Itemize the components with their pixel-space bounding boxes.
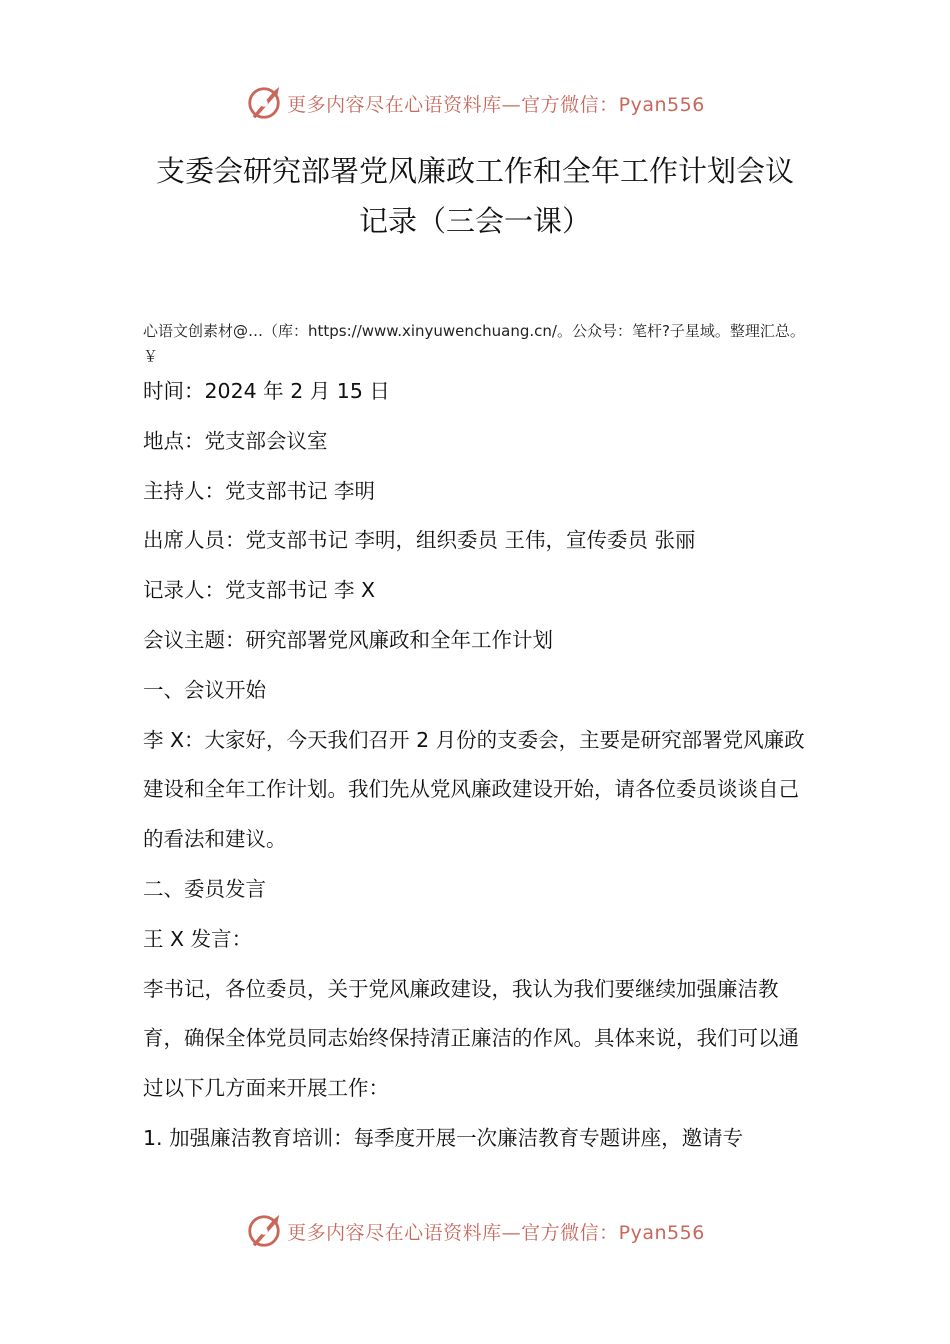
meeting-attendees: 出席人员：党支部书记 李明，组织委员 王伟，宣传委员 张丽 xyxy=(143,528,696,553)
header-watermark xyxy=(0,83,950,123)
footer-watermark xyxy=(0,1211,950,1251)
quill-pen-logo-icon xyxy=(245,84,283,122)
member-speech: 李书记，各位委员，关于党风廉政建设，我认为我们要继续加强廉洁教育，确保全体党员同志始终保持清正廉洁的作风。具体来说，我们可以通过以下几方面来开展工作： xyxy=(143,976,799,1101)
meeting-place: 地点：党支部会议室 xyxy=(143,428,328,453)
section-heading-2: 二、委员发言 xyxy=(143,876,266,901)
meeting-host: 主持人：党支部书记 李明 xyxy=(143,478,376,503)
list-item: 1. 加强廉洁教育培训：每季度开展一次廉洁教育专题讲座，邀请专 xyxy=(143,1125,744,1150)
opening-speech: 李 X：大家好，今天我们召开 2 月份的支委会，主要是研究部署党风廉政建设和全年工作计划。我们先从党风廉政建设开始，请各位委员谈谈自己的看法和建议。 xyxy=(143,727,805,852)
document-title: 支委会研究部署党风廉政工作和全年工作计划会议记录（三会一课） xyxy=(155,154,794,238)
meeting-time: 时间：2024 年 2 月 15 日 xyxy=(143,379,390,403)
section-heading-1: 一、会议开始 xyxy=(143,677,266,702)
document-body xyxy=(143,367,808,1164)
speaker-label: 王 X 发言： xyxy=(143,926,253,951)
meeting-recorder: 记录人：党支部书记 李 X xyxy=(143,578,376,603)
wechat-id: Pyan556 xyxy=(618,1221,705,1244)
wechat-id: Pyan556 xyxy=(618,93,705,116)
meeting-topic: 会议主题：研究部署党风廉政和全年工作计划 xyxy=(143,627,553,652)
source-note: 心语文创素材@…（库：https://www.xinyuwenchuang.cn/。公众号：笔杆?子星域。整理汇总。￥ xyxy=(143,322,805,365)
watermark-text: 更多内容尽在心语资料库—官方微信：Pyan556 xyxy=(287,93,705,116)
quill-pen-logo-icon xyxy=(245,1212,283,1250)
watermark-text: 更多内容尽在心语资料库—官方微信：Pyan556 xyxy=(287,1221,705,1244)
